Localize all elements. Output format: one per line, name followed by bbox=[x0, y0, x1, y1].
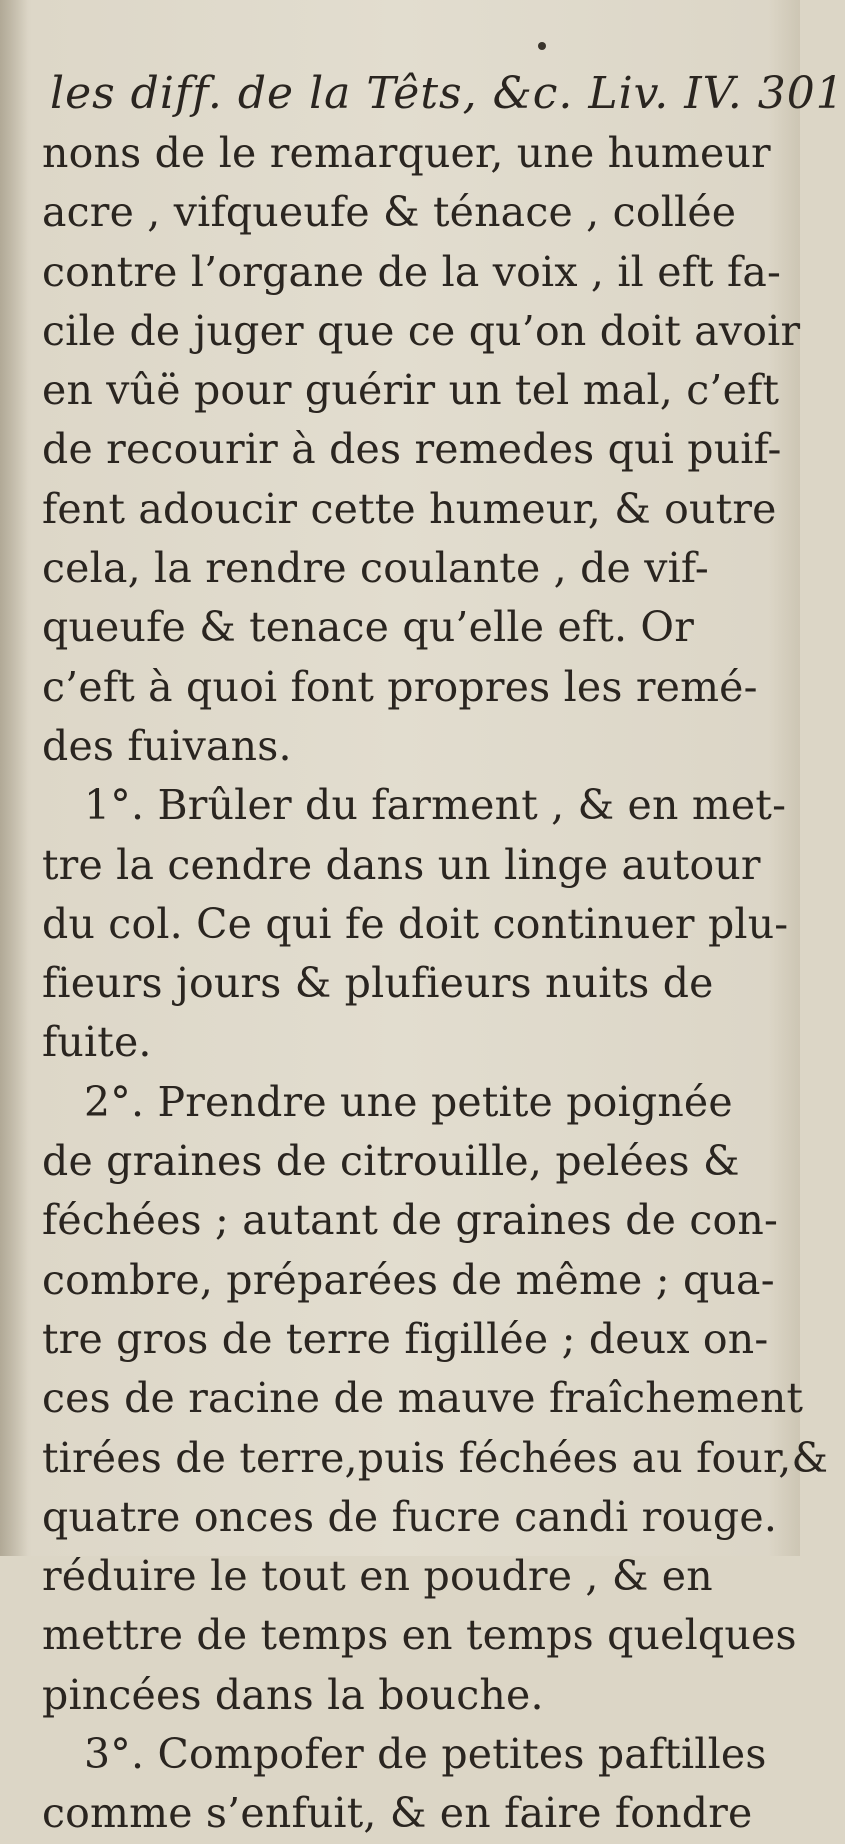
ink-speck bbox=[538, 42, 546, 50]
text-line: pincées dans la bouche. bbox=[42, 1670, 544, 1719]
text-line: cile de juger que ce qu’on doit avoir bbox=[42, 306, 801, 355]
text-line: combre, préparées de même ; qua- bbox=[42, 1255, 775, 1304]
text-line: tre gros de terre figillée ; deux on- bbox=[42, 1314, 769, 1363]
text-line: c’eft à quoi font propres les remé- bbox=[42, 662, 758, 711]
running-head: les diff. de la Têts, &c. Liv. IV. 301 bbox=[50, 68, 845, 119]
text-line: en vûë pour guérir un tel mal, c’eft bbox=[42, 366, 780, 415]
text-line: contre l’organe de la voix , il eft fa- bbox=[42, 247, 782, 296]
text-line: 2°. Prendre une petite poignée bbox=[84, 1077, 733, 1126]
text-line: 3°. Compofer de petites paftilles bbox=[84, 1730, 767, 1779]
text-line: cela, la rendre coulante , de vif- bbox=[42, 544, 709, 593]
page-gutter-shadow bbox=[0, 0, 28, 1556]
body-text bbox=[42, 124, 829, 1844]
text-line: mettre de temps en temps quelques bbox=[42, 1611, 797, 1660]
text-line: fieurs jours & plufieurs nuits de bbox=[42, 959, 714, 1008]
text-line: ces de racine de mauve fraîchement bbox=[42, 1374, 804, 1423]
text-line: acre , vifqueufe & ténace , collée bbox=[42, 188, 737, 237]
text-line: féchées ; autant de graines de con- bbox=[42, 1196, 779, 1245]
text-line: nons de le remarquer, une humeur bbox=[42, 129, 771, 177]
text-line: fent adoucir cette humeur, & outre bbox=[42, 484, 777, 533]
text-line: 1°. Brûler du farment , & en met- bbox=[84, 781, 787, 830]
text-line: de graines de citrouille, pelées & bbox=[42, 1137, 740, 1186]
text-line: de recourir à des remedes qui puif- bbox=[42, 425, 782, 474]
text-line: tirées de terre,puis féchées au four,& bbox=[42, 1433, 829, 1482]
text-line: tre la cendre dans un linge autour bbox=[42, 840, 761, 889]
text-line: comme s’enfuit, & en faire fondre bbox=[42, 1789, 753, 1838]
text-line: queufe & tenace qu’elle eft. Or bbox=[42, 603, 695, 652]
text-line: réduire le tout en poudre , & en bbox=[42, 1552, 713, 1601]
text-line: quatre onces de fucre candi rouge. bbox=[42, 1492, 778, 1541]
text-line: des fuivans. bbox=[42, 721, 292, 770]
text-line: du col. Ce qui fe doit continuer plu- bbox=[42, 899, 789, 948]
text-line: fuite. bbox=[42, 1018, 152, 1067]
